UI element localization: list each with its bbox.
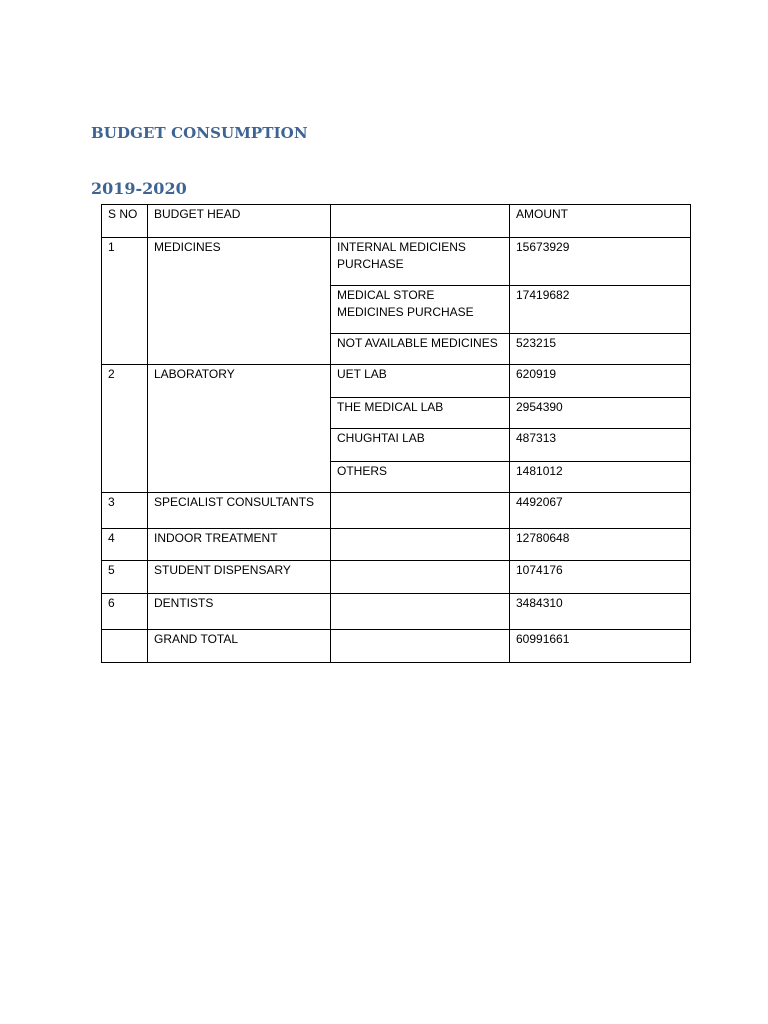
cell-amount: 4492067 [510, 493, 691, 529]
cell-sno: 1 [102, 238, 148, 365]
cell-sub-head [331, 561, 510, 594]
header-sub-head [331, 205, 510, 238]
budget-table [101, 204, 691, 663]
cell-sub-head: OTHERS [331, 462, 510, 493]
cell-amount: 2954390 [510, 398, 691, 429]
cell-budget-head: INDOOR TREATMENT [148, 529, 331, 561]
cell-budget-head: DENTISTS [148, 594, 331, 630]
cell-sub-head [331, 493, 510, 529]
cell-sno: 6 [102, 594, 148, 630]
cell-sub-head: INTERNAL MEDICIENS PURCHASE [331, 238, 510, 286]
cell-budget-head: MEDICINES [148, 238, 331, 365]
table-row [102, 561, 691, 594]
header-sno: S NO [102, 205, 148, 238]
cell-sno: 5 [102, 561, 148, 594]
cell-sub-head: NOT AVAILABLE MEDICINES [331, 334, 510, 365]
cell-amount: 1481012 [510, 462, 691, 493]
cell-sno: 3 [102, 493, 148, 529]
cell-sub-head: MEDICAL STORE MEDICINES PURCHASE [331, 286, 510, 334]
cell-sno: 2 [102, 365, 148, 493]
cell-amount: 17419682 [510, 286, 691, 334]
cell-sno: 4 [102, 529, 148, 561]
section-year: 2019-2020 [91, 179, 187, 198]
cell-budget-head: STUDENT DISPENSARY [148, 561, 331, 594]
cell-amount: 3484310 [510, 594, 691, 630]
cell-sub-head: CHUGHTAI LAB [331, 429, 510, 462]
header-budget-head: BUDGET HEAD [148, 205, 331, 238]
table-row [102, 529, 691, 561]
grand-total-label: GRAND TOTAL [148, 630, 331, 663]
cell-amount: 15673929 [510, 238, 691, 286]
cell-sub-head [331, 594, 510, 630]
cell-sub-head: UET LAB [331, 365, 510, 398]
table-row [102, 365, 691, 398]
cell-amount: 12780648 [510, 529, 691, 561]
cell-budget-head: SPECIALIST CONSULTANTS [148, 493, 331, 529]
cell-amount: 523215 [510, 334, 691, 365]
cell-amount: 1074176 [510, 561, 691, 594]
table-row [102, 238, 691, 286]
cell-sub-head [331, 630, 510, 663]
grand-total-row [102, 630, 691, 663]
cell-sno [102, 630, 148, 663]
table-row [102, 493, 691, 529]
document-title: BUDGET CONSUMPTION [91, 124, 308, 142]
table-row [102, 594, 691, 630]
cell-amount: 620919 [510, 365, 691, 398]
cell-amount: 487313 [510, 429, 691, 462]
cell-sub-head [331, 529, 510, 561]
table-header-row [102, 205, 691, 238]
cell-budget-head: LABORATORY [148, 365, 331, 493]
header-amount: AMOUNT [510, 205, 691, 238]
cell-sub-head: THE MEDICAL LAB [331, 398, 510, 429]
grand-total-amount: 60991661 [510, 630, 691, 663]
